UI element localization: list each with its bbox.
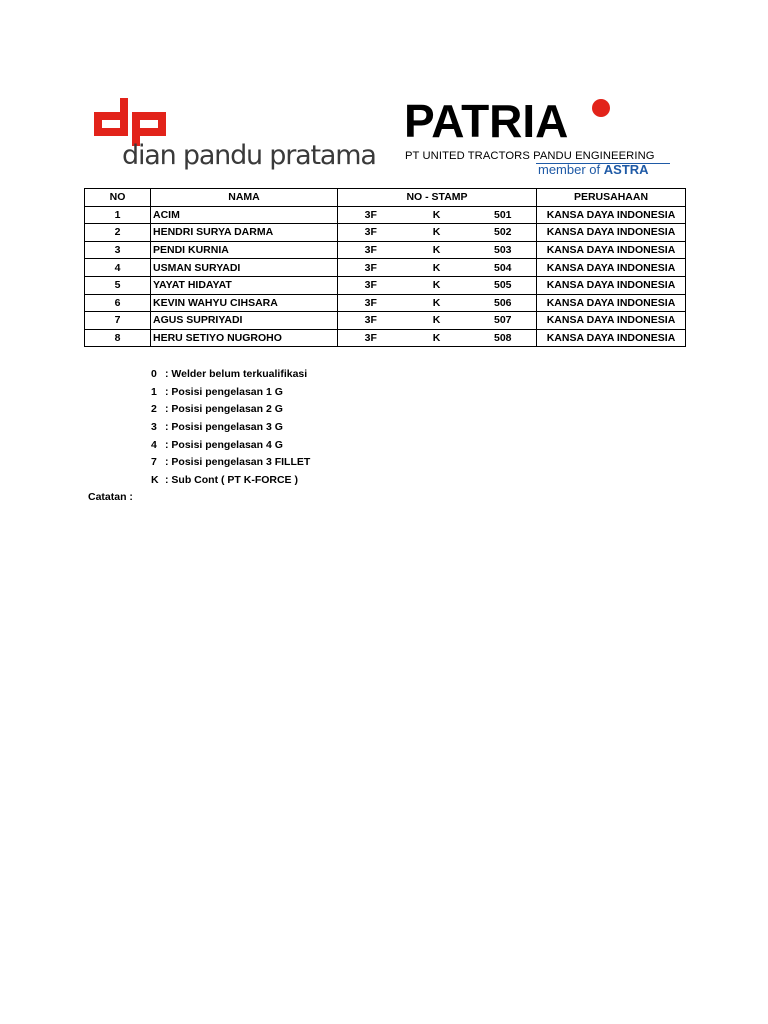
cell-stamp-grade: 3F xyxy=(338,329,404,347)
cell-stamp-number: 501 xyxy=(470,206,537,224)
cell-nama: PENDI KURNIA xyxy=(151,241,338,259)
patria-wordmark: PATRIA xyxy=(404,95,569,147)
cell-nama: YAYAT HIDAYAT xyxy=(151,276,338,294)
cell-stamp-grade: 3F xyxy=(338,241,404,259)
patria-company-name: PT UNITED TRACTORS PANDU ENGINEERING xyxy=(405,150,655,162)
cell-stamp-number: 508 xyxy=(470,329,537,347)
table-row xyxy=(85,276,686,294)
table-header-row xyxy=(85,189,686,207)
legend-item xyxy=(151,419,310,437)
dpp-brand-name: dian pandu pratama xyxy=(122,140,376,171)
legend-text: : Posisi pengelasan 1 G xyxy=(165,385,283,398)
cell-no: 1 xyxy=(85,206,151,224)
cell-stamp-grade: 3F xyxy=(338,294,404,312)
legend-text: : Posisi pengelasan 3 FILLET xyxy=(165,456,311,469)
cell-stamp-code: K xyxy=(404,276,470,294)
table-row xyxy=(85,206,686,224)
legend-code: 3 xyxy=(151,421,157,434)
legend-text: : Posisi pengelasan 3 G xyxy=(165,421,283,434)
patria-red-dot-icon xyxy=(592,99,610,117)
cell-stamp-grade: 3F xyxy=(338,224,404,242)
legend-text: : Sub Cont ( PT K-FORCE ) xyxy=(165,474,298,487)
cell-stamp-number: 502 xyxy=(470,224,537,242)
legend-item xyxy=(151,401,310,419)
table-body xyxy=(85,206,686,347)
member-of-prefix: member of xyxy=(538,162,601,177)
cell-perusahaan: KANSA DAYA INDONESIA xyxy=(537,224,686,242)
legend-item xyxy=(151,366,310,384)
legend-item xyxy=(151,472,310,490)
cell-stamp-number: 506 xyxy=(470,294,537,312)
cell-stamp-grade: 3F xyxy=(338,259,404,277)
cell-perusahaan: KANSA DAYA INDONESIA xyxy=(537,294,686,312)
cell-stamp-code: K xyxy=(404,224,470,242)
catatan-label: Catatan : xyxy=(88,491,133,503)
legend-code: 1 xyxy=(151,385,157,398)
legend-item xyxy=(151,437,310,455)
patria-member-of xyxy=(538,162,649,177)
dian-pandu-pratama-logo xyxy=(92,96,376,176)
astra-brand: ASTRA xyxy=(603,162,649,177)
header-perusahaan: PERUSAHAAN xyxy=(537,189,686,207)
cell-no: 7 xyxy=(85,312,151,330)
header-no: NO xyxy=(85,189,151,207)
cell-stamp-code: K xyxy=(404,329,470,347)
cell-perusahaan: KANSA DAYA INDONESIA xyxy=(537,276,686,294)
cell-stamp-code: K xyxy=(404,241,470,259)
cell-no: 5 xyxy=(85,276,151,294)
cell-stamp-grade: 3F xyxy=(338,276,404,294)
legend-item xyxy=(151,384,310,402)
cell-stamp-grade: 3F xyxy=(338,312,404,330)
cell-stamp-number: 504 xyxy=(470,259,537,277)
legend-code: 0 xyxy=(151,368,157,380)
cell-perusahaan: KANSA DAYA INDONESIA xyxy=(537,206,686,224)
legend-item xyxy=(151,454,310,472)
header-no-stamp: NO - STAMP xyxy=(338,189,537,207)
legend-text: : Posisi pengelasan 2 G xyxy=(165,403,283,416)
legend-text: : Welder belum terkualifikasi xyxy=(165,368,308,380)
header-nama: NAMA xyxy=(151,189,338,207)
cell-perusahaan: KANSA DAYA INDONESIA xyxy=(537,241,686,259)
cell-nama: HERU SETIYO NUGROHO xyxy=(151,329,338,347)
cell-stamp-code: K xyxy=(404,312,470,330)
cell-stamp-code: K xyxy=(404,294,470,312)
table-row xyxy=(85,294,686,312)
cell-stamp-number: 505 xyxy=(470,276,537,294)
cell-no: 8 xyxy=(85,329,151,347)
cell-stamp-grade: 3F xyxy=(338,206,404,224)
cell-nama: ACIM xyxy=(151,206,338,224)
legend-list xyxy=(151,366,310,490)
legend-code: K xyxy=(151,474,159,487)
legend-code: 2 xyxy=(151,403,157,416)
cell-stamp-code: K xyxy=(404,206,470,224)
cell-perusahaan: KANSA DAYA INDONESIA xyxy=(537,329,686,347)
cell-nama: USMAN SURYADI xyxy=(151,259,338,277)
cell-no: 6 xyxy=(85,294,151,312)
table-row xyxy=(85,329,686,347)
cell-perusahaan: KANSA DAYA INDONESIA xyxy=(537,312,686,330)
table-row xyxy=(85,312,686,330)
cell-stamp-code: K xyxy=(404,259,470,277)
cell-no: 3 xyxy=(85,241,151,259)
table-row xyxy=(85,241,686,259)
table-row xyxy=(85,259,686,277)
welder-roster-table xyxy=(84,188,686,347)
cell-nama: HENDRI SURYA DARMA xyxy=(151,224,338,242)
legend-text: : Posisi pengelasan 4 G xyxy=(165,438,283,451)
cell-no: 2 xyxy=(85,224,151,242)
cell-perusahaan: KANSA DAYA INDONESIA xyxy=(537,259,686,277)
cell-stamp-number: 507 xyxy=(470,312,537,330)
cell-nama: AGUS SUPRIYADI xyxy=(151,312,338,330)
cell-no: 4 xyxy=(85,259,151,277)
table-row xyxy=(85,224,686,242)
legend-code: 7 xyxy=(151,456,157,469)
cell-nama: KEVIN WAHYU CIHSARA xyxy=(151,294,338,312)
cell-stamp-number: 503 xyxy=(470,241,537,259)
patria-logo xyxy=(404,95,674,180)
legend-code: 4 xyxy=(151,438,157,451)
